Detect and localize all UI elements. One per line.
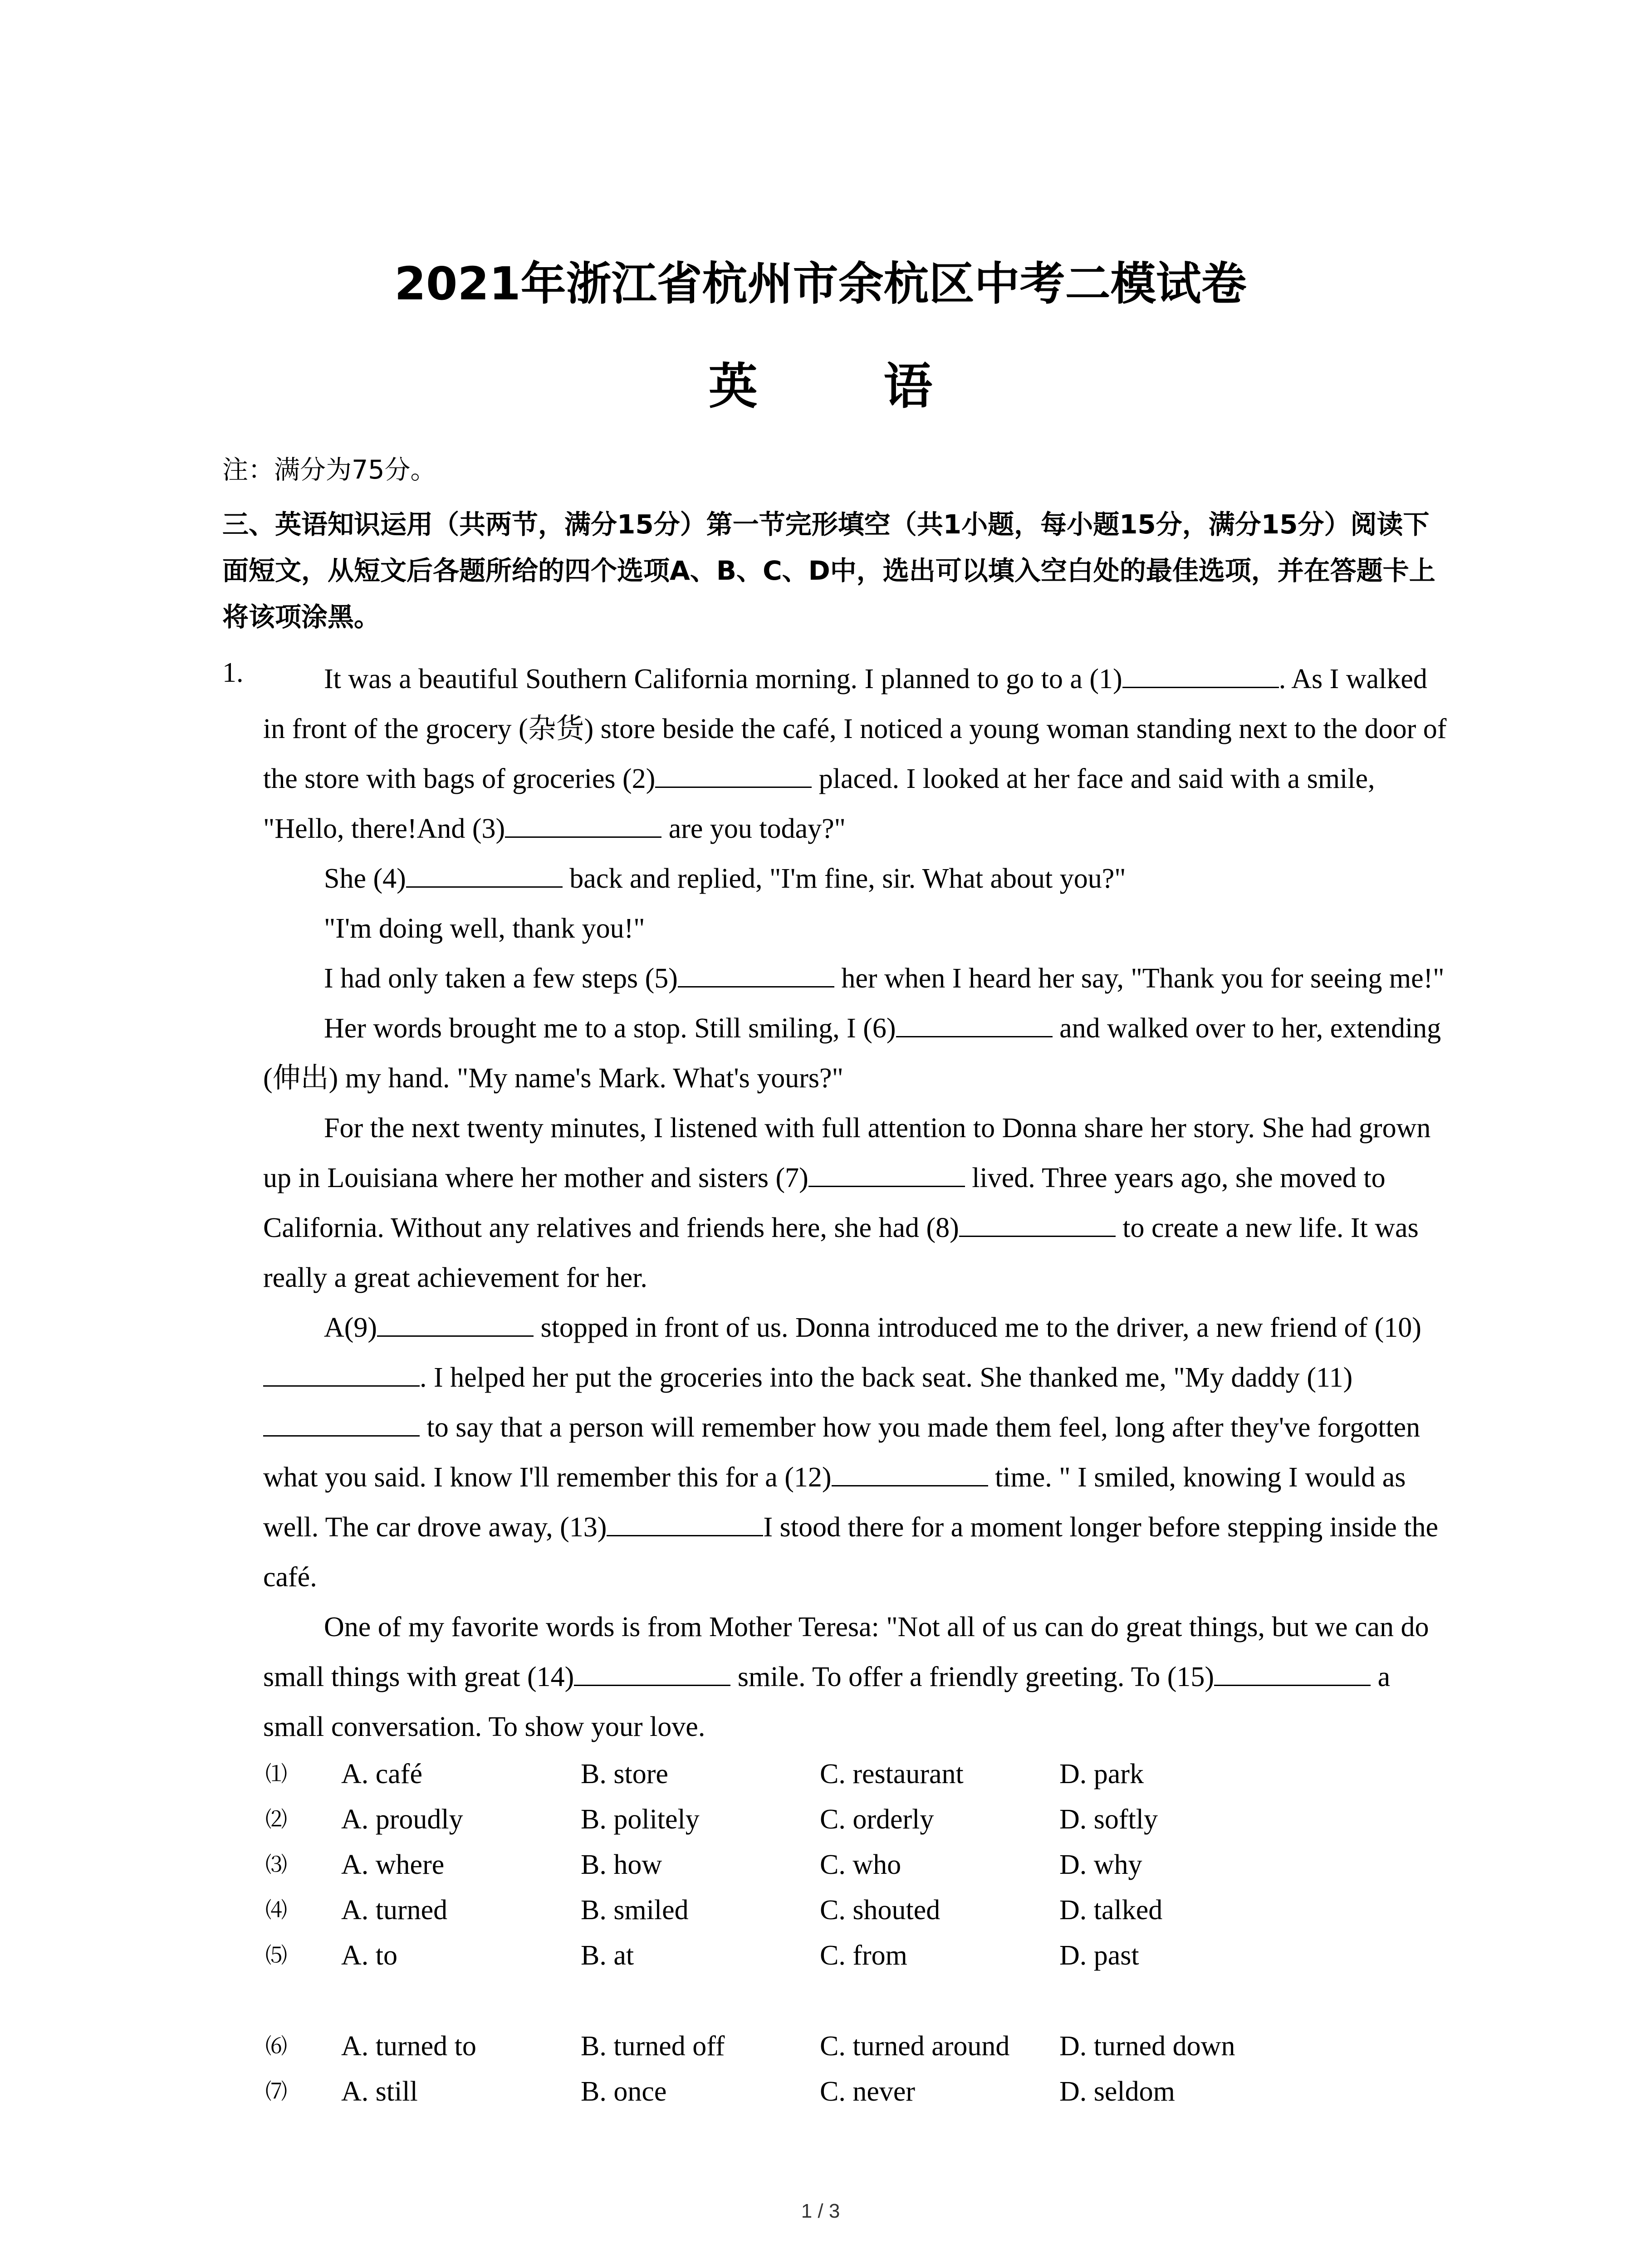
- option-c[interactable]: C. orderly: [820, 1804, 934, 1835]
- option-a[interactable]: A. to: [341, 1940, 397, 1971]
- option-row-4: [222, 1894, 1447, 1940]
- blank-9: [377, 1312, 534, 1337]
- option-number: ⑸: [265, 1943, 288, 1968]
- blank-12: [832, 1461, 988, 1486]
- option-d[interactable]: D. why: [1059, 1849, 1142, 1880]
- paragraph-5: Her words brought me to a stop. Still smiling, I (6) and walked over to her, extending (伸出) my hand. "My name's Mark. What's yours?": [263, 1013, 1441, 1094]
- option-row-3: [222, 1849, 1447, 1894]
- option-d[interactable]: D. softly: [1059, 1804, 1158, 1835]
- option-row-1: [222, 1758, 1447, 1804]
- option-number: ⑵: [265, 1807, 288, 1832]
- option-a[interactable]: A. café: [341, 1759, 422, 1789]
- blank-2: [655, 763, 812, 788]
- paragraph-4: I had only taken a few steps (5) her when I heard her say, "Thank you for seeing me!": [324, 963, 1445, 994]
- option-number: ⑴: [265, 1761, 288, 1787]
- paragraph-2: She (4) back and replied, "I'm fine, sir. What about you?": [324, 863, 1126, 894]
- option-c[interactable]: C. from: [820, 1940, 907, 1971]
- option-d[interactable]: D. past: [1059, 1940, 1139, 1971]
- blank-3: [505, 813, 661, 838]
- option-number: ⑶: [265, 1852, 288, 1877]
- option-d[interactable]: D. park: [1059, 1759, 1144, 1789]
- option-number: ⑷: [265, 1897, 288, 1923]
- question-number: 1.: [222, 657, 244, 688]
- blank-4: [406, 863, 563, 888]
- option-b[interactable]: B. politely: [581, 1804, 700, 1835]
- option-a[interactable]: A. turned to: [341, 2031, 476, 2062]
- option-a[interactable]: A. turned: [341, 1895, 448, 1926]
- paragraph-7: A(9) stopped in front of us. Donna introduced me to the driver, a new friend of (10). I helped her put the groceries into the back seat. She thanked me, "My daddy (11) to say that a person will remember how you made them feel, long after they've forgotten what you said. I know I'll remember this for a (12) time. " I smiled, knowing I would as well. The car drove away, (13) I stood there for a moment longer before stepping inside the café.: [263, 1312, 1439, 1593]
- blank-8: [959, 1212, 1116, 1237]
- blank-1: [1122, 663, 1279, 688]
- blank-13: [607, 1511, 763, 1536]
- page-number: 1 / 3: [801, 2200, 840, 2222]
- option-d[interactable]: D. talked: [1059, 1895, 1163, 1926]
- option-number: ⑺: [265, 2079, 288, 2104]
- blank-15: [1214, 1661, 1371, 1686]
- option-b[interactable]: B. smiled: [581, 1895, 689, 1926]
- option-d[interactable]: D. turned down: [1059, 2031, 1235, 2062]
- option-row-6: [222, 2030, 1447, 2076]
- paragraph-3: "I'm doing well, thank you!": [324, 913, 645, 944]
- option-c[interactable]: C. restaurant: [820, 1759, 964, 1789]
- blank-11: [263, 1412, 420, 1437]
- option-d[interactable]: D. seldom: [1059, 2076, 1175, 2107]
- option-b[interactable]: B. store: [581, 1759, 668, 1789]
- section-instruction: 三、英语知识运用（共两节，满分15分）第一节完形填空（共1小题，每小题15分，满分15分）阅读下面短文，从短文后各题所给的四个选项A、B、C、D中，选出可以填入空白处的最佳选项，并在答题卡上将该项涂黑。: [222, 509, 1435, 632]
- option-b[interactable]: B. at: [581, 1940, 634, 1971]
- option-a[interactable]: A. proudly: [341, 1804, 463, 1835]
- option-c[interactable]: C. who: [820, 1849, 901, 1880]
- option-row-5: [222, 1940, 1447, 1985]
- blank-7: [808, 1162, 965, 1187]
- option-a[interactable]: A. where: [341, 1849, 445, 1880]
- option-b[interactable]: B. turned off: [581, 2031, 725, 2062]
- blank-14: [574, 1661, 730, 1686]
- option-c[interactable]: C. never: [820, 2076, 916, 2107]
- options-list: [222, 1758, 1447, 2121]
- option-row-7: [222, 2076, 1447, 2121]
- option-a[interactable]: A. still: [341, 2076, 418, 2107]
- score-note: 注：满分为75分。: [222, 455, 436, 485]
- paragraph-8: One of my favorite words is from Mother Teresa: "Not all of us can do great things, but we can do small things with great (14) smile. To offer a friendly greeting. To (15) a small conversation. To show your love.: [263, 1612, 1429, 1742]
- cloze-passage: [263, 654, 1452, 1752]
- option-c[interactable]: C. shouted: [820, 1895, 941, 1926]
- paragraph-1: It was a beautiful Southern California morning. I planned to go to a (1) . As I walked in front of the grocery (杂货) store beside the café, I noticed a young woman standing next to the door of the store with bags of groceries (2) placed. I looked at her face and said with a smile, "Hello, there!And (3) are you today?": [263, 664, 1447, 844]
- subject-title: 英 语: [708, 358, 987, 415]
- blank-5: [678, 963, 834, 987]
- option-number: ⑹: [265, 2033, 288, 2059]
- paragraph-6: For the next twenty minutes, I listened with full attention to Donna share her story. She had grown up in Louisiana where her mother and sisters (7) lived. Three years ago, she moved to California. Without any relatives and friends here, she had (8) to create a new life. It was really a great achievement for her.: [263, 1113, 1431, 1293]
- option-b[interactable]: B. once: [581, 2076, 667, 2107]
- option-c[interactable]: C. turned around: [820, 2031, 1010, 2062]
- exam-title: 2021年浙江省杭州市余杭区中考二模试卷: [394, 257, 1247, 310]
- blank-10: [263, 1362, 420, 1387]
- option-row-2: [222, 1804, 1447, 1849]
- option-b[interactable]: B. how: [581, 1849, 662, 1880]
- blank-6: [896, 1012, 1053, 1037]
